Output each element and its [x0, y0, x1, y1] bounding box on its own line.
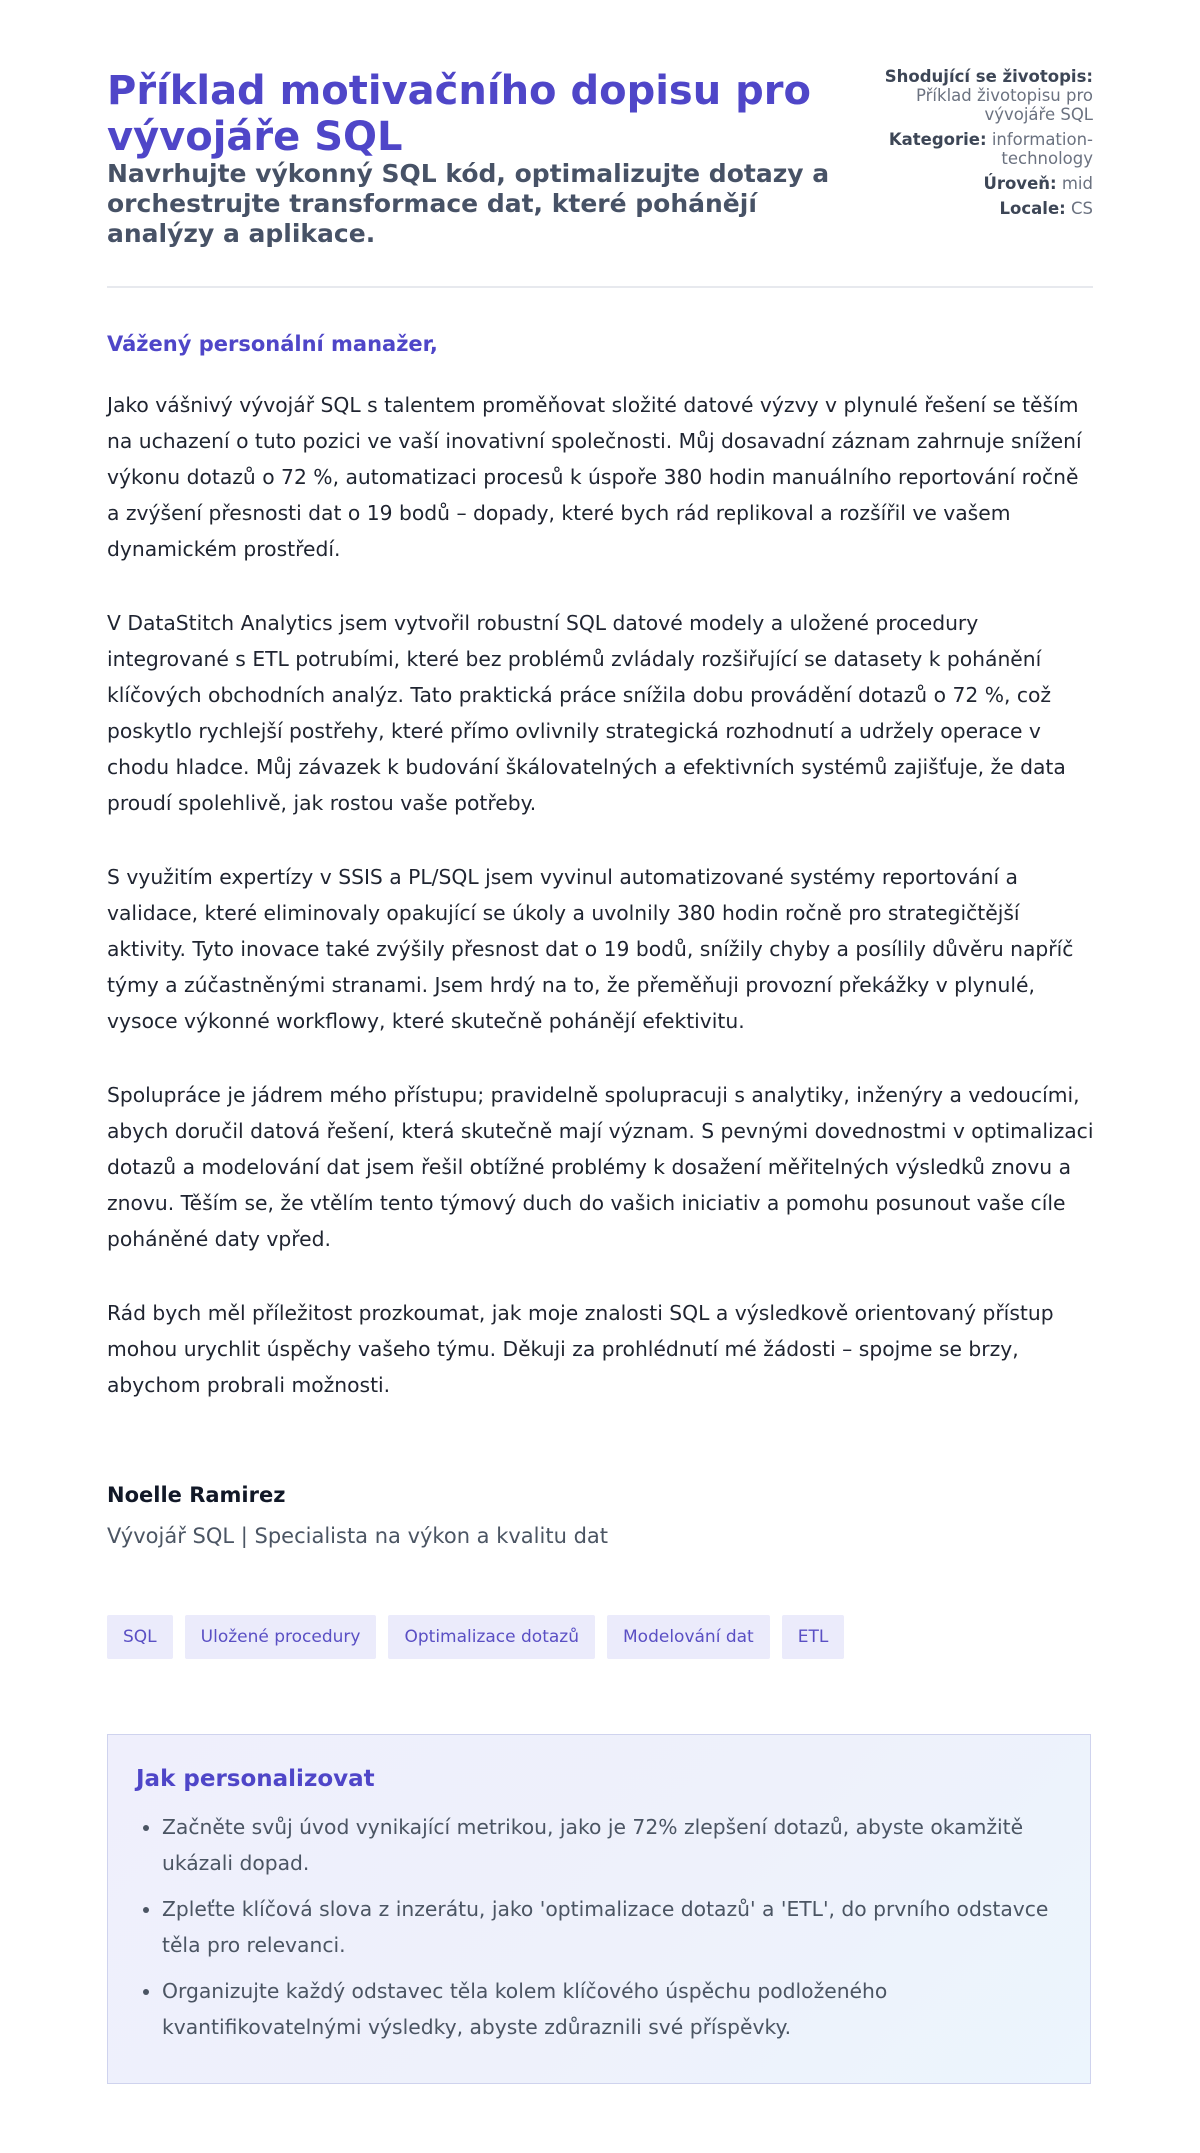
personalize-tips-box [107, 1734, 1091, 2084]
meta-resume-value[interactable]: Příklad životopisu pro vývojáře SQL [915, 86, 1093, 124]
tips-list-item: • Zpleťte klíčová slova z inzerátu, jako 'optimalizace dotazů' a 'ETL', do prvního odstavce těla pro relevanci. [162, 1891, 1062, 1963]
letter-paragraph: Spolupráce je jádrem mého přístupu; pravidelně spolupracuji s analytiky, inženýry a vedoucími, abych doručil datová řešení, která skutečně mají význam. S pevnými dovednostmi v optimalizaci dotazů a modelování dat jsem řešil obtížné problémy k dosažení měřitelných výsledků znovu a znovu. Těším se, že vtělím tento týmový duch do vašich iniciativ a pomohu posunout vaše cíle poháněné daty vpřed. [107, 1083, 1094, 1251]
letter-paragraph: Rád bych měl příležitost prozkoumat, jak moje znalosti SQL a výsledkově orientovaný přístup mohou urychlit úspěchy vašeho týmu. Děkuji za prohlédnutí mé žádosti – spojme se brzy, abychom probrali možnosti. [107, 1301, 1054, 1397]
skill-tag: SQL [107, 1615, 173, 1659]
page-header [107, 0, 1093, 288]
skill-tag: ETL [782, 1615, 845, 1659]
page-title: Příklad motivačního dopisu pro vývojáře SQL [107, 68, 811, 160]
letter-paragraph: V DataStitch Analytics jsem vytvořil robustní SQL datové modely a uložené procedury integrované s ETL potrubími, které bez problémů zvládaly rozšiřující se datasety k pohánění klíčových obchodních analýz. Tato praktická práce snížila dobu provádění dotazů o 72 %, což poskytlo rychlejší postřehy, které přímo ovlivnily strategická rozhodnutí a udržely operace v chodu hladce. Můj závazek k budování škálovatelných a efektivních systémů zajišťuje, že data proudí spolehlivě, jak rostou vaše potřeby. [107, 611, 1066, 815]
letter-paragraph: Jako vášnivý vývojář SQL s talentem proměňovat složité datové výzvy v plynulé řešení se těším na uchazení o tuto pozici ve vaší inovativní společnosti. Můj dosavadní záznam zahrnuje snížení výkonu dotazů o 72 %, automatizaci procesů k úspoře 380 hodin manuálního reportování ročně a zvýšení přesnosti dat o 19 bodů – dopady, které bych rád replikoval a rozšířil ve vašem dynamickém prostředí. [107, 393, 1082, 561]
meta-locale [843, 199, 1093, 218]
meta-category-value: information-technology [991, 130, 1093, 168]
meta-locale-label: Locale: [999, 199, 1066, 218]
tips-list-item: • Organizujte každý odstavec těla kolem klíčového úspěchu podloženého kvantifikovatelnými výsledky, abyste zdůraznili své příspěvky. [162, 1973, 1062, 2045]
meta-category [843, 130, 1093, 168]
skill-tag: Modelování dat [607, 1615, 770, 1659]
signature-title: Vývojář SQL | Specialista na výkon a kvalitu dat [107, 1524, 608, 1548]
page-subtitle: Navrhujte výkonný SQL kód, optimalizujte dotazy a orchestrujte transformace dat, které pohánějí analýzy a aplikace. [107, 159, 830, 248]
letter-paragraph: S využitím expertízy v SSIS a PL/SQL jsem vyvinul automatizované systémy reportování a validace, které eliminovaly opakující se úkoly a uvolnily 380 hodin ročně pro strategičtější aktivity. Tyto inovace také zvýšily přesnost dat o 19 bodů, snížily chyby a posílily důvěru napříč týmy a zúčastněnými stranami. Jsem hrdý na to, že přeměňuji provozní překážky v plynulé, vysoce výkonné workflowy, které skutečně pohánějí efektivitu. [107, 865, 1074, 1033]
meta-locale-value: CS [1071, 199, 1093, 218]
tips-heading: Jak personalizovat [136, 1766, 375, 1792]
skill-tag: Uložené procedury [185, 1615, 377, 1659]
meta-level-value: mid [1061, 174, 1093, 193]
tips-list [136, 1809, 1062, 2045]
signature-name: Noelle Ramirez [107, 1483, 286, 1507]
letter-greeting: Vážený personální manažer, [107, 332, 438, 356]
skill-tag: Optimalizace dotazů [388, 1615, 595, 1659]
meta-level [843, 174, 1093, 193]
skill-tags [107, 1615, 844, 1659]
meta-resume-label: Shodující se životopis: [884, 67, 1093, 86]
tips-list-item: • Začněte svůj úvod vynikající metrikou, jako je 72% zlepšení dotazů, abyste okamžitě ukázali dopad. [162, 1809, 1062, 1881]
cover-letter-page [107, 0, 1094, 2039]
meta-level-label: Úroveň: [983, 174, 1057, 193]
letter-body [107, 387, 1097, 1441]
meta-panel [843, 67, 1093, 224]
meta-category-label: Kategorie: [888, 130, 987, 149]
meta-resume [843, 67, 1093, 124]
